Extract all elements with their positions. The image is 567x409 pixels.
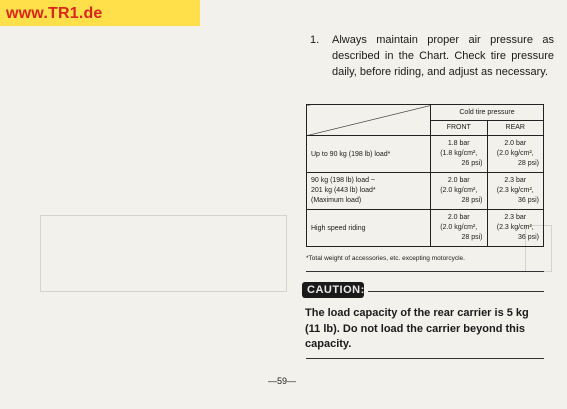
pressure-psi: 36 psi) [517,197,539,204]
watermark-text: www.TR1.de [6,5,103,22]
bleed-through-text [205,30,290,230]
instruction-text: Always maintain proper air pressure as described in the Chart. Check tire pressure daily, before riding, and adjust as necessary. [332,34,554,78]
rear-pressure [487,136,544,173]
pressure-psi: 28 psi) [517,160,539,167]
instruction-number: 1. [310,34,320,46]
caution-text: The load capacity of the rear carrier is 5 kg (11 lb). Do not load the carrier beyond this capacity. [305,307,529,350]
table-row [307,136,544,173]
pressure-bar: 2.3 bar [504,177,527,184]
pressure-psi: 36 psi) [517,234,539,241]
pressure-kgcm2: (2.0 kg/cm², [440,187,478,194]
pressure-bar: 2.0 bar [504,140,527,147]
front-pressure [431,136,488,173]
bleed-through-box [40,215,287,292]
load-label: Up to 90 kg (198 lb) load* [307,136,431,173]
pressure-psi: 26 psi) [461,160,483,167]
load-label-line: 201 kg (443 lb) load* [311,187,376,194]
pressure-bar: 2.0 bar [447,177,470,184]
pressure-bar: 2.3 bar [504,214,527,221]
caution-label: CAUTION: [307,284,365,296]
load-label: High speed riding [307,210,431,247]
cold-pressure-header: Cold tire pressure [431,105,544,121]
load-label [307,173,431,210]
tire-pressure-table [306,104,544,247]
divider [306,271,544,272]
pressure-psi: 28 psi) [461,234,483,241]
caution-rule [368,291,544,292]
rear-pressure [487,210,544,247]
front-column-header: FRONT [431,120,488,136]
table-footnote: *Total weight of accessories, etc. excepting motorcycle. [306,255,465,262]
rear-pressure [487,173,544,210]
load-label-line: (Maximum load) [311,197,362,204]
pressure-kgcm2: (2.3 kg/cm², [496,224,534,231]
load-label-line: 90 kg (198 lb) load ~ [311,177,376,184]
front-pressure [431,210,488,247]
table-corner-cell [307,105,431,136]
front-pressure [431,173,488,210]
table-row [307,173,544,210]
table-row [307,210,544,247]
pressure-bar: 1.8 bar [447,140,470,147]
pressure-kgcm2: (2.0 kg/cm², [496,150,534,157]
pressure-kgcm2: (1.8 kg/cm², [440,150,478,157]
rear-column-header: REAR [487,120,544,136]
pressure-psi: 28 psi) [461,197,483,204]
page-number: —59— [268,376,297,386]
pressure-bar: 2.0 bar [447,214,470,221]
pressure-kgcm2: (2.0 kg/cm², [440,224,478,231]
pressure-kgcm2: (2.3 kg/cm², [496,187,534,194]
divider [306,358,544,359]
